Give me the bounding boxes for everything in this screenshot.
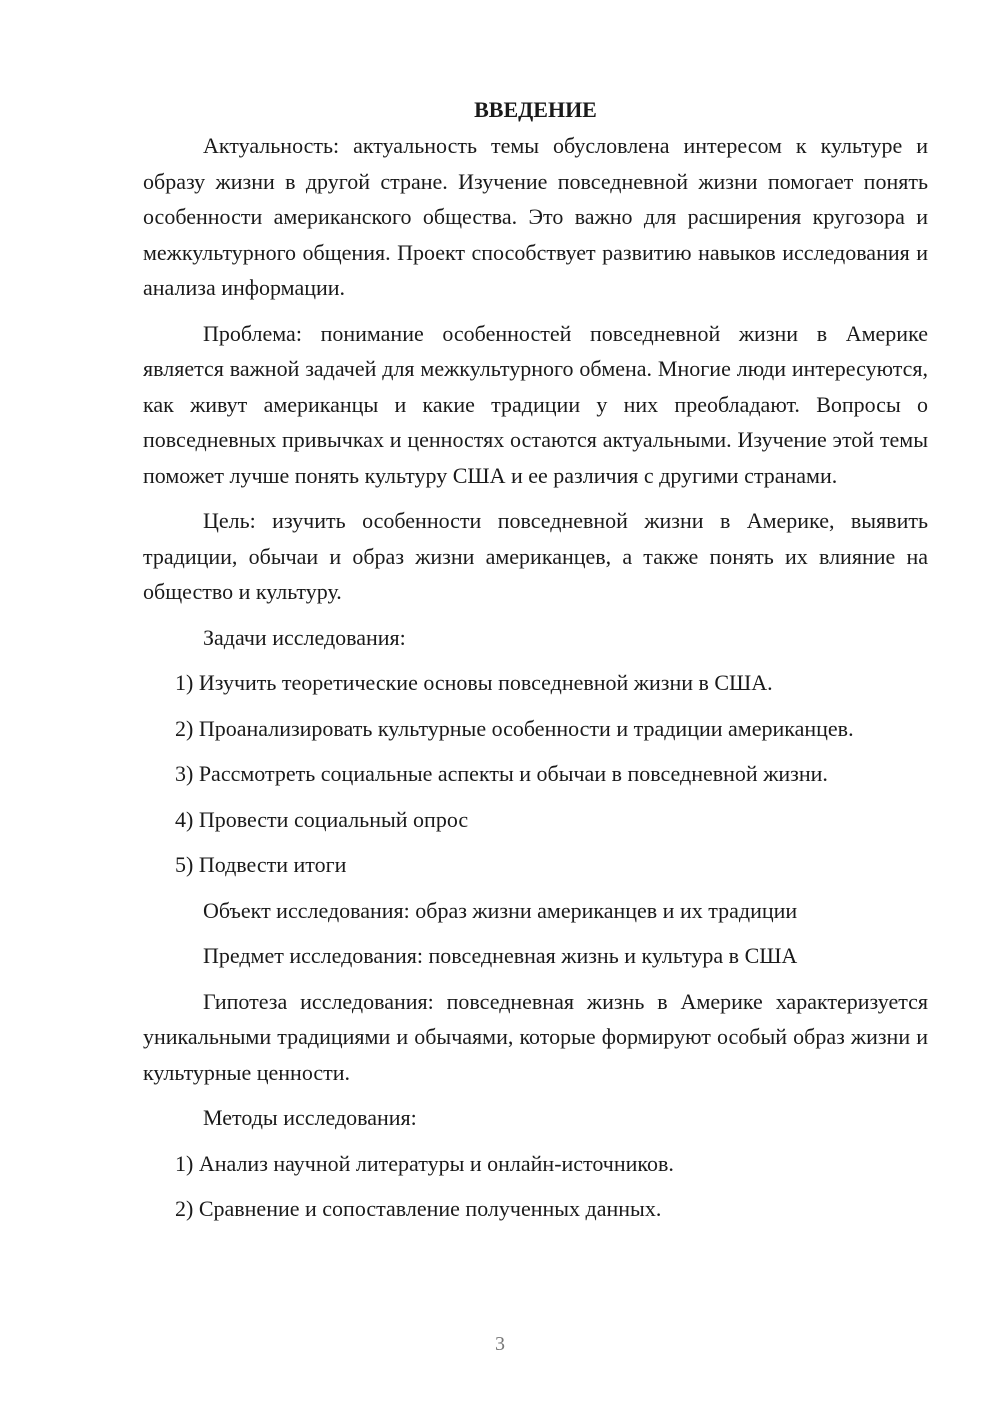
task-item-4: 4) Провести социальный опрос [175, 806, 469, 832]
relevance-paragraph: Актуальность: актуальность темы обусловлена интересом к культуре и образу жизни в другой стране. Изучение повседневной жизни помогает понять особенности американского общества. Это важно для расширения кругозора и межкультурного общения. Проект способствует развитию навыков исследования и анализа информации. [143, 133, 928, 300]
subject-paragraph: Предмет исследования: повседневная жизнь и культура в США [203, 943, 798, 968]
method-item-2: 2) Сравнение и сопоставление полученных данных. [175, 1196, 662, 1221]
method-item-1: 1) Анализ научной литературы и онлайн-источников. [175, 1150, 674, 1176]
hypothesis-paragraph: Гипотеза исследования: повседневная жизнь в Америке характеризуется уникальными традициями и обычаями, которые формируют особый образ жизни и культурные ценности. [143, 988, 928, 1085]
tasks-heading: Задачи исследования: [203, 624, 406, 650]
task-item-1: 1) Изучить теоретические основы повседневной жизни в США. [175, 670, 773, 695]
methods-heading: Методы исследования: [203, 1105, 417, 1130]
object-paragraph: Объект исследования: образ жизни американцев и их традиции [203, 897, 798, 923]
page-number: 3 [495, 1333, 505, 1355]
task-item-3: 3) Рассмотреть социальные аспекты и обычаи в повседневной жизни. [175, 761, 828, 786]
section-title: ВВЕДЕНИЕ [474, 97, 597, 122]
task-item-5: 5) Подвести итоги [175, 852, 347, 877]
goal-paragraph: Цель: изучить особенности повседневной жизни в Америке, выявить традиции, обычаи и образ жизни американцев, а также понять их влияние на общество и культуру. [143, 508, 928, 604]
page-content [143, 92, 928, 1237]
problem-paragraph: Проблема: понимание особенностей повседневной жизни в Америке является важной задачей для межкультурного обмена. Многие люди интересуются, как живут американцы и какие традиции у них преобладают. Вопросы о повседневных привычках и ценностях остаются актуальными. Изучение этой темы поможет лучше понять культуру США и ее различия с другими странами. [143, 320, 928, 488]
task-item-2: 2) Проанализировать культурные особенности и традиции американцев. [175, 715, 854, 741]
